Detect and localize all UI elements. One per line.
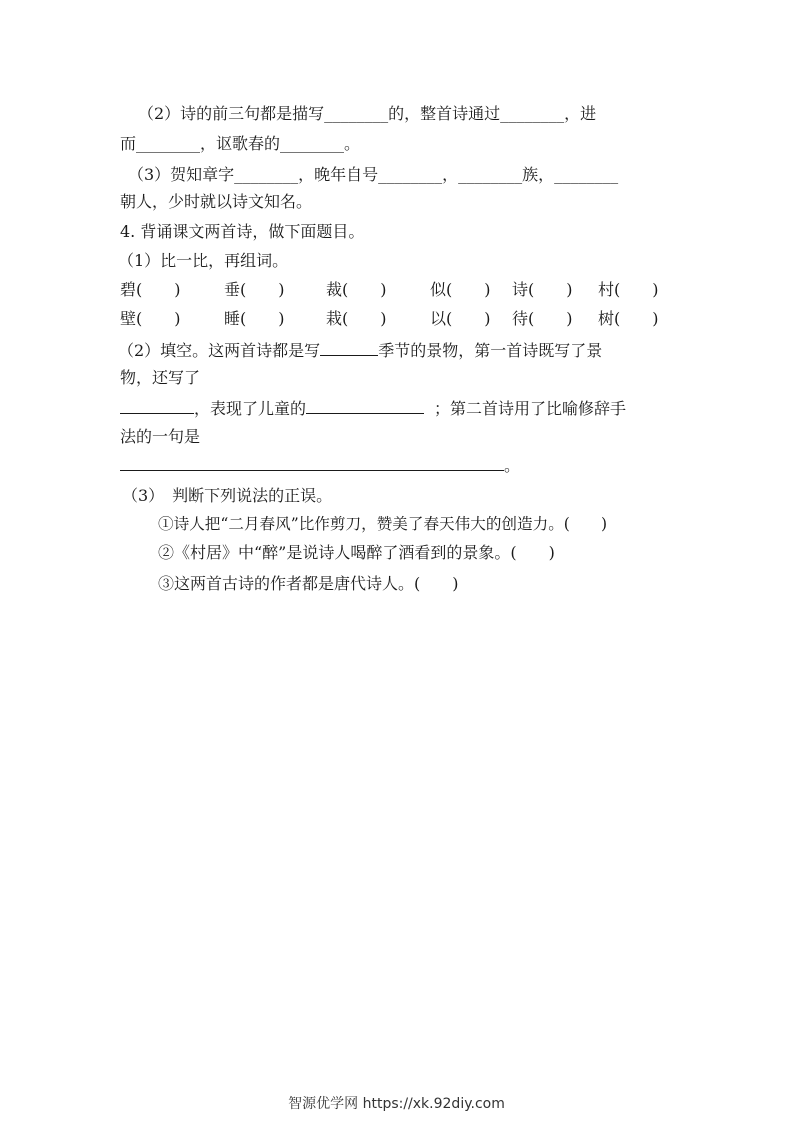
judge-item-3: ③这两首古诗的作者都是唐代诗人。( ) bbox=[158, 574, 459, 593]
season-blank[interactable] bbox=[320, 340, 378, 356]
judge-item-1: ①诗人把“二月春风”比作剪刀，赞美了春天伟大的创造力。( ) bbox=[158, 515, 608, 533]
compare-cell: 诗( ) bbox=[512, 280, 573, 299]
footer-watermark: 智源优学网 https://xk.92diy.com bbox=[288, 1096, 505, 1112]
q4-sub2-line2: 物，还写了 bbox=[120, 368, 201, 387]
q4-sub2-line3 bbox=[120, 398, 626, 419]
children-blank[interactable] bbox=[306, 398, 424, 414]
metaphor-line-blank[interactable] bbox=[120, 455, 504, 471]
compare-cell: 以( ) bbox=[430, 309, 491, 328]
sub2-text-a: （2）填空。这两首诗都是写 bbox=[118, 341, 321, 360]
q4-sub2-line4: 法的一句是 bbox=[120, 427, 201, 446]
compare-cell: 裁( ) bbox=[326, 280, 387, 299]
compare-cell: 村( ) bbox=[598, 280, 659, 299]
sub2-text-c: ，表现了儿童的 bbox=[194, 399, 307, 418]
compare-row-2 bbox=[0, 309, 793, 329]
compare-cell: 垂( ) bbox=[224, 280, 285, 299]
q3-part3-line1: （3）贺知章字________，晚年自号________，________族，________ bbox=[128, 165, 619, 184]
scene-blank[interactable] bbox=[120, 398, 194, 414]
q4-sub1: （1）比一比，再组词。 bbox=[118, 251, 289, 270]
period: 。 bbox=[504, 456, 521, 475]
compare-cell: 壁( ) bbox=[120, 309, 181, 328]
compare-cell: 碧( ) bbox=[120, 280, 181, 299]
sub2-text-d: ；第二首诗用了比喻修辞手 bbox=[434, 399, 627, 418]
compare-cell: 树( ) bbox=[598, 309, 659, 328]
compare-cell: 似( ) bbox=[430, 280, 491, 299]
compare-cell: 待( ) bbox=[512, 309, 573, 328]
q4-sub3: （3） 判断下列说法的正误。 bbox=[122, 486, 333, 505]
compare-cell: 栽( ) bbox=[326, 309, 387, 328]
compare-cell: 睡( ) bbox=[224, 309, 285, 328]
judge-item-2: ②《村居》中“醉”是说诗人喝醉了酒看到的景象。( ) bbox=[158, 543, 555, 562]
q4-sub2-line1 bbox=[118, 340, 602, 361]
q4-sub2-line5 bbox=[120, 455, 520, 476]
q3-part2-line1: （2）诗的前三句都是描写________的，整首诗通过________，进 bbox=[138, 104, 597, 123]
q4-heading: 4. 背诵课文两首诗，做下面题目。 bbox=[120, 222, 365, 241]
q3-part2-line2: 而________，讴歌春的________。 bbox=[120, 134, 361, 153]
compare-row-1 bbox=[0, 280, 793, 300]
q3-part3-line2: 朝人，少时就以诗文知名。 bbox=[120, 192, 313, 211]
sub2-text-b: 季节的景物，第一首诗既写了景 bbox=[378, 341, 603, 360]
